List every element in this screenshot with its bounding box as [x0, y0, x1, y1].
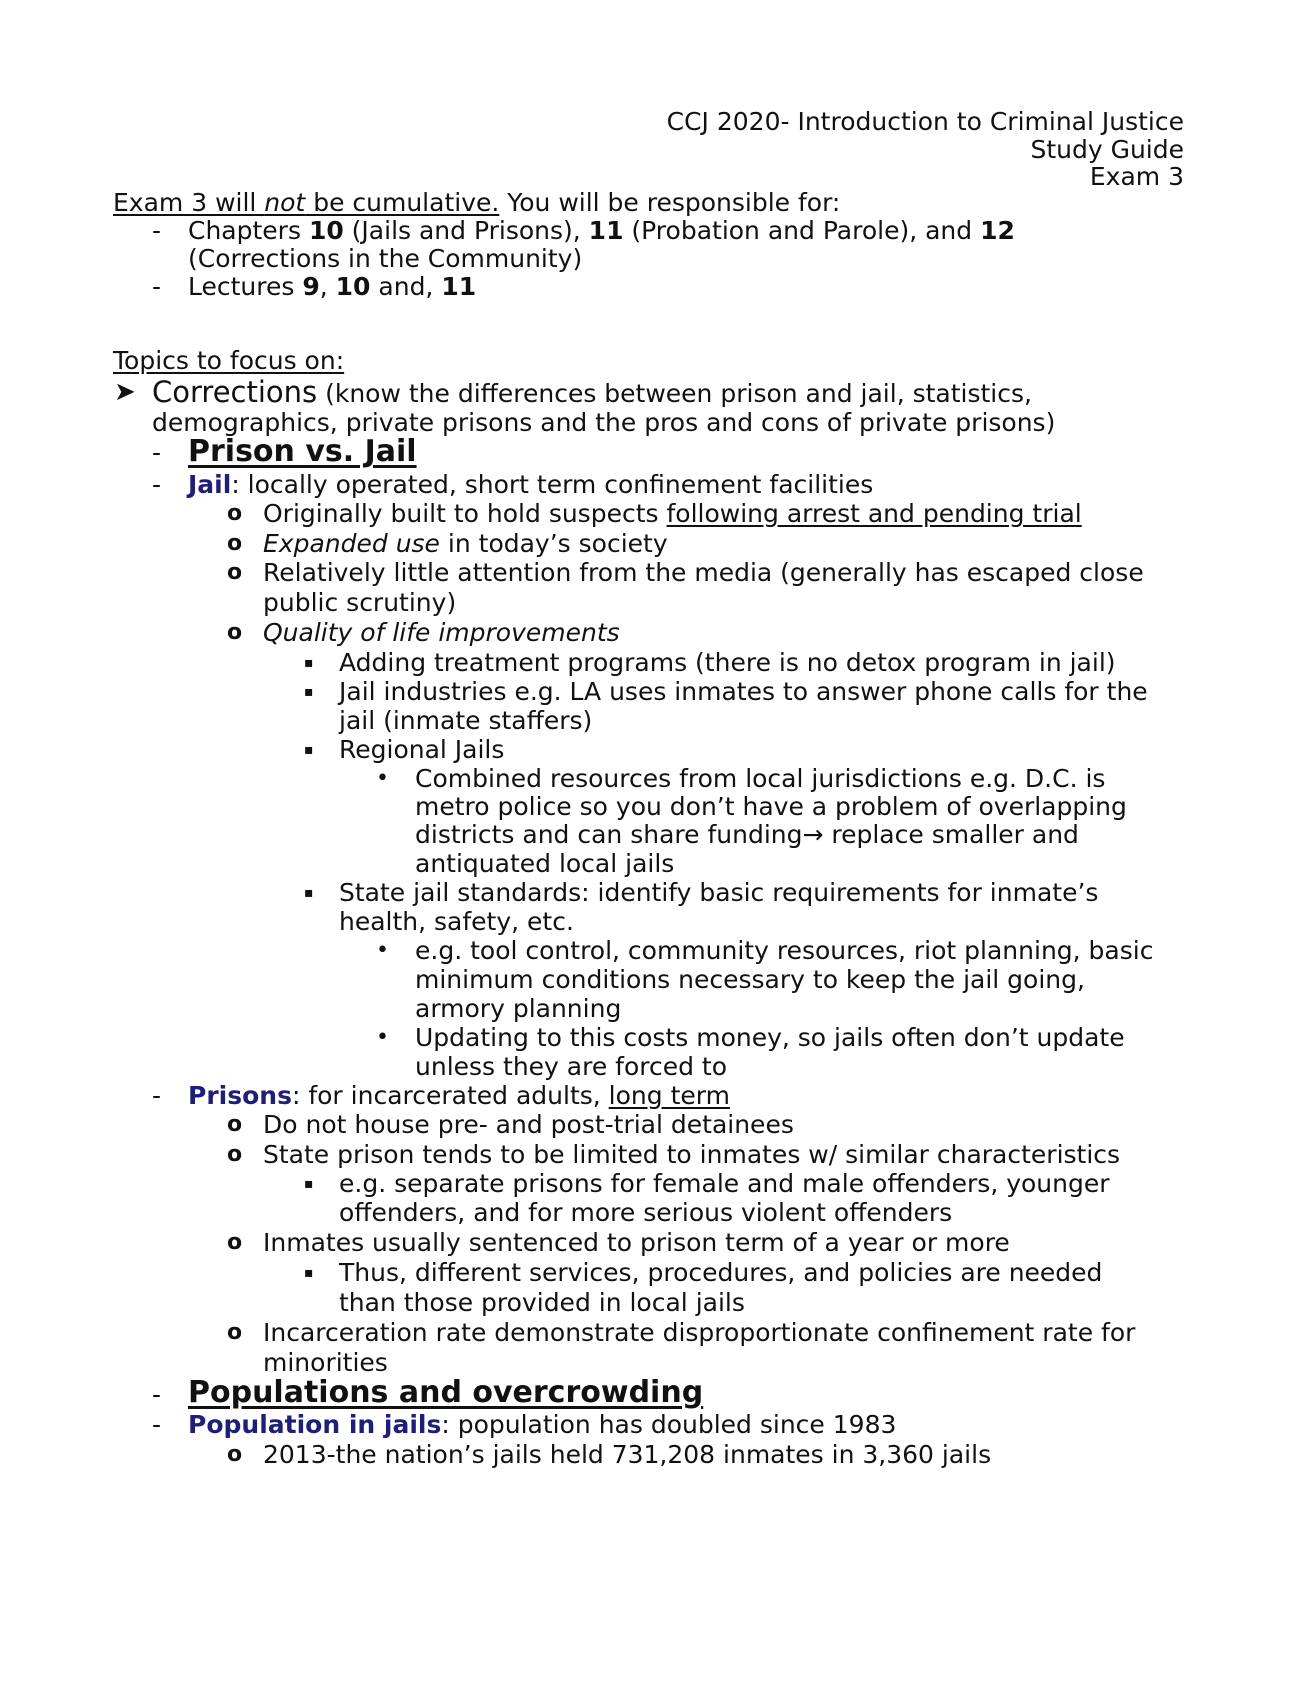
jail-detail-cont: metro police so you don’t have a problem of overlapping — [415, 792, 1127, 821]
prisons-subpoint-cont: offenders, and for more serious violent offenders — [339, 1198, 953, 1227]
prisons-definition: Prisons: for incarcerated adults, long term — [188, 1081, 730, 1110]
jail-subpoint: Adding treatment programs (there is no detox program in jail) — [339, 648, 1116, 677]
circle-marker: o — [227, 1112, 243, 1137]
circle-marker: o — [227, 531, 243, 556]
jail-detail-cont: minimum conditions necessary to keep the jail going, — [415, 965, 1085, 994]
circle-marker: o — [227, 1142, 243, 1167]
corrections-item: Corrections (know the differences between prison and jail, statistics, — [152, 375, 1032, 409]
square-marker: ▪ — [304, 1176, 314, 1192]
intro-line: Exam 3 will not be cumulative. You will be responsible for: — [113, 188, 841, 217]
bullet-marker: • — [376, 766, 389, 791]
prisons-subpoint: e.g. separate prisons for female and male offenders, younger — [339, 1169, 1110, 1198]
circle-marker: o — [227, 1442, 243, 1467]
jail-detail-cont: antiquated local jails — [415, 849, 675, 878]
dash-marker: - — [152, 438, 162, 467]
prisons-point: Incarceration rate demonstrate disproportionate confinement rate for — [263, 1318, 1136, 1347]
jail-detail: Combined resources from local jurisdictions e.g. D.C. is — [415, 764, 1106, 793]
circle-marker: o — [227, 560, 243, 585]
circle-marker: o — [227, 1320, 243, 1345]
jail-subpoint: Jail industries e.g. LA uses inmates to answer phone calls for the — [339, 677, 1148, 706]
square-marker: ▪ — [304, 742, 314, 758]
jail-detail-cont: districts and can share funding→ replace smaller and — [415, 820, 1079, 849]
chapters-item-cont: (Corrections in the Community) — [188, 244, 583, 273]
prisons-point-cont: minorities — [263, 1348, 388, 1377]
doc-type: Study Guide — [1030, 135, 1184, 164]
jail-subpoint-cont: jail (inmate staffers) — [339, 706, 593, 735]
lectures-item: Lectures 9, 10 and, 11 — [188, 272, 477, 301]
circle-marker: o — [227, 501, 243, 526]
square-marker: ▪ — [304, 655, 314, 671]
bullet-marker: • — [376, 1025, 389, 1050]
population-jails-point: 2013-the nation’s jails held 731,208 inmates in 3,360 jails — [263, 1440, 992, 1469]
jail-subpoint: Regional Jails — [339, 735, 505, 764]
jail-detail-cont: unless they are forced to — [415, 1052, 728, 1081]
prisons-point: State prison tends to be limited to inmates w/ similar characteristics — [263, 1140, 1121, 1169]
square-marker: ▪ — [304, 684, 314, 700]
topics-heading: Topics to focus on: — [113, 346, 345, 375]
prison-vs-jail-heading: Prison vs. Jail — [188, 434, 417, 469]
jail-subpoint: State jail standards: identify basic requirements for inmate’s — [339, 878, 1099, 907]
circle-marker: o — [227, 1230, 243, 1255]
jail-detail-cont: armory planning — [415, 994, 622, 1023]
jail-detail: e.g. tool control, community resources, riot planning, basic — [415, 936, 1154, 965]
square-marker: ▪ — [304, 885, 314, 901]
dash-marker: - — [152, 1081, 162, 1110]
jail-definition: Jail: locally operated, short term confinement facilities — [188, 470, 874, 499]
prisons-point: Inmates usually sentenced to prison term of a year or more — [263, 1228, 1010, 1257]
square-marker: ▪ — [304, 1265, 314, 1281]
populations-heading: Populations and overcrowding — [188, 1375, 704, 1410]
jail-point: Expanded use in today’s society — [263, 529, 668, 558]
population-jails-definition: Population in jails: population has doubled since 1983 — [188, 1410, 897, 1439]
jail-point: Originally built to hold suspects following arrest and pending trial — [263, 499, 1082, 528]
prisons-subpoint: Thus, different services, procedures, and policies are needed — [339, 1258, 1103, 1287]
chapters-item: Chapters 10 (Jails and Prisons), 11 (Probation and Parole), and 12 — [188, 216, 1015, 245]
jail-point: Quality of life improvements — [263, 618, 620, 647]
exam-label: Exam 3 — [1089, 162, 1184, 191]
corrections-item-cont: demographics, private prisons and the pros and cons of private prisons) — [152, 408, 1056, 437]
prisons-subpoint-cont: than those provided in local jails — [339, 1288, 745, 1317]
jail-subpoint-cont: health, safety, etc. — [339, 907, 574, 936]
course-title: CCJ 2020- Introduction to Criminal Justice — [666, 107, 1184, 136]
prisons-point: Do not house pre- and post-trial detainees — [263, 1110, 794, 1139]
chevron-icon: ➤ — [114, 377, 136, 407]
jail-point-cont: public scrutiny) — [263, 588, 457, 617]
circle-marker: o — [227, 620, 243, 645]
dash-marker: - — [152, 216, 162, 245]
dash-marker: - — [152, 1380, 162, 1409]
jail-detail: Updating to this costs money, so jails often don’t update — [415, 1023, 1125, 1052]
dash-marker: - — [152, 272, 162, 301]
intro-underlined: Exam 3 will not be cumulative. — [113, 188, 500, 217]
dash-marker: - — [152, 1410, 162, 1439]
dash-marker: - — [152, 470, 162, 499]
bullet-marker: • — [376, 938, 389, 963]
jail-point: Relatively little attention from the media (generally has escaped close — [263, 558, 1144, 587]
